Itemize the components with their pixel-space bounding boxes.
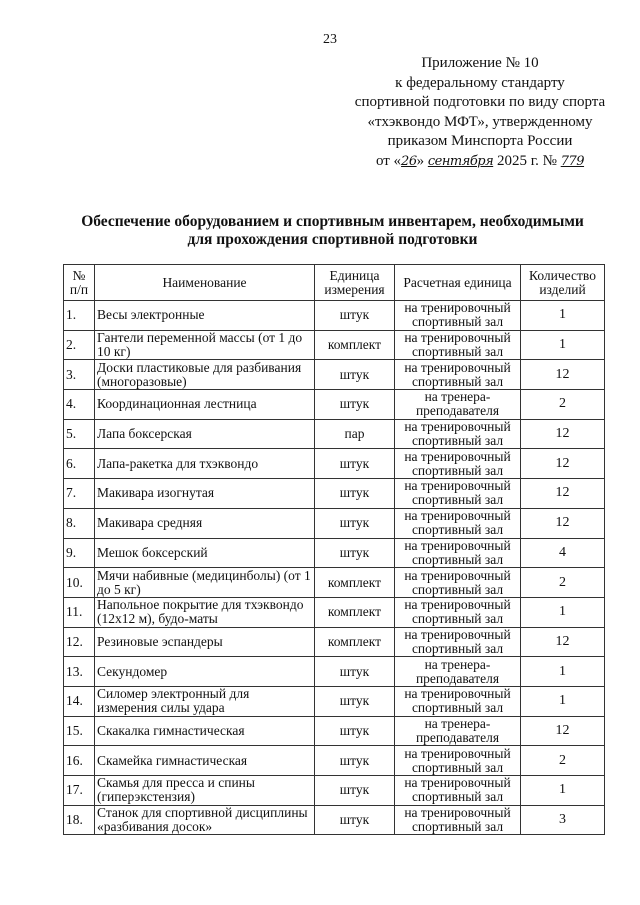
header-name: Наименование [95,265,315,301]
table-row [64,716,605,746]
cell-qty: 1 [521,330,605,360]
table-row [64,597,605,627]
cell-num: 2. [64,330,95,360]
header-qty: Количество изделий [521,265,605,301]
cell-unit: штук [315,390,395,420]
cell-calc: на тренера-преподавателя [395,657,521,687]
title-line-1: Обеспечение оборудованием и спортивным инвентарем, необходимыми [81,213,584,230]
cell-name: Лапа-ракетка для тхэквондо [95,449,315,479]
cell-name: Станок для спортивной дисциплины «разбивания досок» [95,805,315,835]
table-row [64,746,605,776]
cell-unit: штук [315,449,395,479]
cell-qty: 1 [521,597,605,627]
table-row [64,360,605,390]
cell-name: Секундомер [95,657,315,687]
cell-calc: на тренировочный спортивный зал [395,776,521,806]
cell-calc: на тренировочный спортивный зал [395,746,521,776]
cell-num: 7. [64,479,95,509]
table-row [64,330,605,360]
equipment-table [63,264,605,835]
cell-unit: штук [315,360,395,390]
cell-qty: 1 [521,686,605,716]
cell-name: Макивара средняя [95,508,315,538]
cell-num: 4. [64,390,95,420]
appendix-line-2: к федеральному стандарту [395,74,565,91]
cell-qty: 12 [521,449,605,479]
cell-unit: штук [315,686,395,716]
appendix-date-line [340,152,620,172]
cell-calc: на тренировочный спортивный зал [395,627,521,657]
document-title [60,213,605,249]
cell-qty: 4 [521,538,605,568]
cell-num: 9. [64,538,95,568]
cell-name: Мешок боксерский [95,538,315,568]
cell-calc: на тренировочный спортивный зал [395,538,521,568]
cell-unit: комплект [315,597,395,627]
page-number: 23 [323,32,337,47]
table-row [64,479,605,509]
cell-unit: штук [315,716,395,746]
cell-num: 12. [64,627,95,657]
cell-num: 14. [64,686,95,716]
cell-unit: комплект [315,330,395,360]
cell-num: 5. [64,419,95,449]
date-day-handwritten: 26 [401,153,417,169]
table-row [64,568,605,598]
cell-num: 11. [64,597,95,627]
cell-name: Скамья для пресса и спины (гиперэкстензия) [95,776,315,806]
order-number-handwritten: 779 [560,153,585,169]
cell-calc: на тренировочный спортивный зал [395,597,521,627]
cell-unit: штук [315,538,395,568]
cell-calc: на тренера-преподавателя [395,716,521,746]
cell-calc: на тренировочный спортивный зал [395,479,521,509]
cell-num: 8. [64,508,95,538]
cell-qty: 2 [521,568,605,598]
cell-name: Весы электронные [95,301,315,331]
date-prefix: от « [375,152,402,169]
cell-unit: штук [315,746,395,776]
table-row [64,390,605,420]
cell-calc: на тренировочный спортивный зал [395,805,521,835]
cell-unit: штук [315,776,395,806]
cell-num: 3. [64,360,95,390]
cell-name: Макивара изогнутая [95,479,315,509]
header-num: № п/п [64,265,95,301]
cell-unit: штук [315,657,395,687]
date-month-handwritten: сентября [427,153,494,169]
cell-qty: 12 [521,627,605,657]
cell-calc: на тренировочный спортивный зал [395,449,521,479]
cell-qty: 12 [521,508,605,538]
cell-unit: пар [315,419,395,449]
cell-name: Лапа боксерская [95,419,315,449]
cell-num: 10. [64,568,95,598]
cell-unit: комплект [315,627,395,657]
cell-qty: 12 [521,479,605,509]
cell-qty: 1 [521,776,605,806]
cell-name: Координационная лестница [95,390,315,420]
cell-name: Доски пластиковые для разбивания (многоразовые) [95,360,315,390]
cell-calc: на тренера-преподавателя [395,390,521,420]
appendix-line-4: «тхэквондо МФТ», утвержденному [367,113,593,130]
cell-num: 15. [64,716,95,746]
table-row [64,301,605,331]
table-row [64,508,605,538]
cell-calc: на тренировочный спортивный зал [395,686,521,716]
cell-qty: 2 [521,746,605,776]
date-sep: » [416,152,428,169]
cell-calc: на тренировочный спортивный зал [395,360,521,390]
table-header-row [64,265,605,301]
cell-qty: 12 [521,716,605,746]
appendix-line-1: Приложение № 10 [421,55,539,71]
cell-qty: 3 [521,805,605,835]
table-row [64,627,605,657]
appendix-line-5: приказом Минспорта России [387,133,573,149]
table-row [64,657,605,687]
cell-num: 1. [64,301,95,331]
header-unit: Единица измерения [315,265,395,301]
appendix-line-3: спортивной подготовки по виду спорта [354,94,606,110]
cell-unit: штук [315,805,395,835]
cell-calc: на тренировочный спортивный зал [395,330,521,360]
cell-name: Резиновые эспандеры [95,627,315,657]
cell-calc: на тренировочный спортивный зал [395,508,521,538]
cell-num: 17. [64,776,95,806]
cell-num: 16. [64,746,95,776]
cell-unit: комплект [315,568,395,598]
cell-qty: 12 [521,419,605,449]
date-year: 2025 г. № [493,152,561,169]
cell-name: Напольное покрытие для тхэквондо (12x12 м), будо-маты [95,597,315,627]
cell-num: 18. [64,805,95,835]
table-row [64,419,605,449]
table-row [64,538,605,568]
cell-unit: штук [315,301,395,331]
cell-name: Гантели переменной массы (от 1 до 10 кг) [95,330,315,360]
table-row [64,776,605,806]
table-row [64,805,605,835]
cell-calc: на тренировочный спортивный зал [395,419,521,449]
cell-name: Скамейка гимнастическая [95,746,315,776]
cell-qty: 1 [521,301,605,331]
header-calc: Расчетная единица [395,265,521,301]
cell-qty: 1 [521,657,605,687]
cell-qty: 12 [521,360,605,390]
table-row [64,449,605,479]
cell-name: Скакалка гимнастическая [95,716,315,746]
cell-unit: штук [315,479,395,509]
cell-calc: на тренировочный спортивный зал [395,301,521,331]
cell-calc: на тренировочный спортивный зал [395,568,521,598]
cell-num: 13. [64,657,95,687]
cell-num: 6. [64,449,95,479]
table-row [64,686,605,716]
cell-unit: штук [315,508,395,538]
appendix-block [340,54,620,171]
cell-name: Мячи набивные (медицинболы) (от 1 до 5 кг) [95,568,315,598]
cell-qty: 2 [521,390,605,420]
cell-name: Силомер электронный для измерения силы удара [95,686,315,716]
title-line-2: для прохождения спортивной подготовки [187,231,478,248]
